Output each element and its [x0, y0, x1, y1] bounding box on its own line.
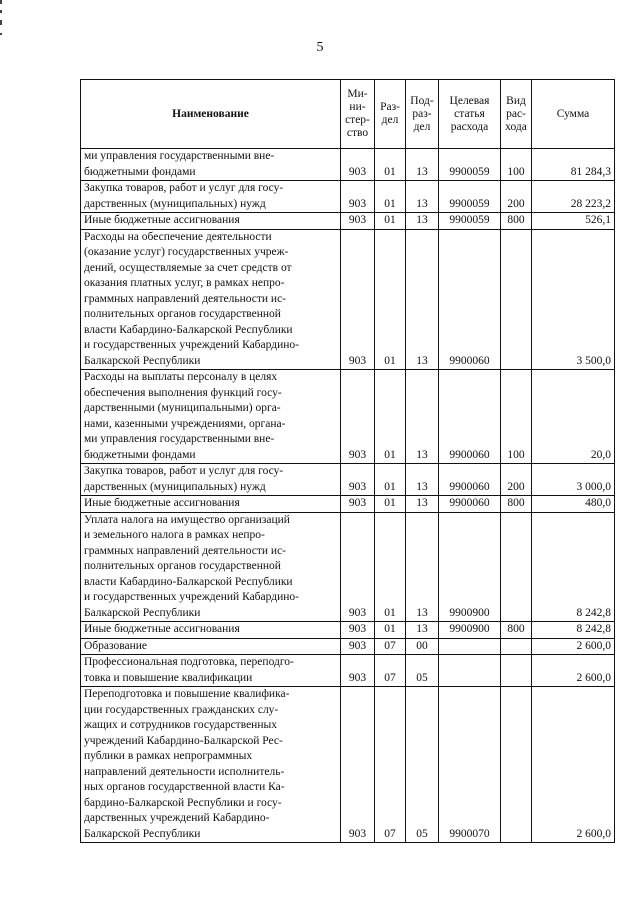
cell-subsection: 13 [406, 622, 439, 639]
cell-sum: 8 242,8 [532, 622, 615, 639]
cell-type: 200 [501, 181, 532, 213]
cell-section: 07 [375, 638, 406, 655]
cell-subsection: 13 [406, 370, 439, 464]
cell-type [501, 229, 532, 370]
cell-ministry: 903 [341, 464, 375, 496]
table-row [81, 370, 615, 464]
cell-section: 01 [375, 464, 406, 496]
cell-section: 01 [375, 229, 406, 370]
cell-name: Закупка товаров, работ и услуг для госу- дарственных (муниципальных) нужд [81, 181, 341, 213]
cell-ministry: 903 [341, 622, 375, 639]
table-row [81, 496, 615, 513]
cell-section: 01 [375, 496, 406, 513]
cell-subsection: 13 [406, 496, 439, 513]
cell-sum: 28 223,2 [532, 181, 615, 213]
cell-section: 07 [375, 687, 406, 843]
cell-ministry: 903 [341, 213, 375, 230]
cell-name: Закупка товаров, работ и услуг для госу- дарственных (муниципальных) нужд [81, 464, 341, 496]
scan-edge-mark [0, 10, 2, 13]
cell-ministry: 903 [341, 687, 375, 843]
cell-sum: 2 600,0 [532, 638, 615, 655]
cell-ministry: 903 [341, 496, 375, 513]
table-row [81, 512, 615, 622]
cell-subsection: 13 [406, 181, 439, 213]
cell-name: Образование [81, 638, 341, 655]
header-subsection: Под- раз- дел [406, 80, 439, 149]
table-row [81, 655, 615, 687]
budget-table [80, 79, 615, 843]
header-ministry: Ми- ни- стер- ство [341, 80, 375, 149]
table-row [81, 149, 615, 181]
table-header-row [81, 80, 615, 149]
cell-name: Расходы на выплаты персоналу в целях обеспечения выполнения функций госу- дарственными (муниципальными) орга- нами, казенными учреждениями, органа- ми управления государственными вне- бюджетными фондами [81, 370, 341, 464]
cell-name: Иные бюджетные ассигнования [81, 496, 341, 513]
scan-edge-mark [0, 33, 2, 35]
page-number: 5 [316, 40, 324, 55]
cell-target: 9900060 [439, 464, 501, 496]
cell-type: 800 [501, 622, 532, 639]
cell-section: 01 [375, 512, 406, 622]
scan-edge-mark [0, 20, 2, 25]
cell-target: 9900900 [439, 622, 501, 639]
cell-subsection: 05 [406, 655, 439, 687]
cell-subsection: 13 [406, 149, 439, 181]
cell-subsection: 00 [406, 638, 439, 655]
cell-sum: 2 600,0 [532, 687, 615, 843]
table-row [81, 229, 615, 370]
cell-target: 9900060 [439, 496, 501, 513]
cell-ministry: 903 [341, 512, 375, 622]
cell-sum: 480,0 [532, 496, 615, 513]
cell-target: 9900060 [439, 229, 501, 370]
header-section: Раз- дел [375, 80, 406, 149]
cell-sum: 2 600,0 [532, 655, 615, 687]
cell-type: 800 [501, 213, 532, 230]
cell-type [501, 638, 532, 655]
cell-type [501, 655, 532, 687]
cell-type: 800 [501, 496, 532, 513]
cell-section: 01 [375, 370, 406, 464]
cell-target: 9900059 [439, 213, 501, 230]
cell-target: 9900059 [439, 181, 501, 213]
cell-sum: 3 000,0 [532, 464, 615, 496]
table-row [81, 638, 615, 655]
cell-section: 07 [375, 655, 406, 687]
cell-sum: 20,0 [532, 370, 615, 464]
cell-type [501, 687, 532, 843]
cell-ministry: 903 [341, 638, 375, 655]
table-row [81, 622, 615, 639]
cell-name: Уплата налога на имущество организаций и земельного налога в рамках непро- граммных направлений деятельности ис- полнительных органов государственной власти Кабардино-Балкарской Республики и государственных учреждений Кабардино- Балкарской Республики [81, 512, 341, 622]
cell-subsection: 13 [406, 229, 439, 370]
header-sum: Сумма [532, 80, 615, 149]
cell-ministry: 903 [341, 181, 375, 213]
cell-name: Расходы на обеспечение деятельности (оказание услуг) государственных учреж- дений, осуществляемые за счет средств от оказания платных услуг, в рамках непро- граммных направлений деятельности ис- полнительных органов государственной власти Кабардино-Балкарской Республики и государственных учреждений Кабардино- Балкарской Республики [81, 229, 341, 370]
cell-ministry: 903 [341, 229, 375, 370]
scan-edge-mark [0, 0, 2, 4]
cell-target [439, 655, 501, 687]
cell-ministry: 903 [341, 370, 375, 464]
cell-subsection: 05 [406, 687, 439, 843]
cell-sum: 8 242,8 [532, 512, 615, 622]
cell-name: Иные бюджетные ассигнования [81, 213, 341, 230]
cell-ministry: 903 [341, 149, 375, 181]
cell-type: 200 [501, 464, 532, 496]
cell-name: Иные бюджетные ассигнования [81, 622, 341, 639]
cell-target: 9900900 [439, 512, 501, 622]
cell-target: 9900059 [439, 149, 501, 181]
cell-target [439, 638, 501, 655]
cell-sum: 81 284,3 [532, 149, 615, 181]
table-row [81, 213, 615, 230]
cell-section: 01 [375, 622, 406, 639]
table-body [81, 149, 615, 843]
header-target: Целевая статья расхода [439, 80, 501, 149]
cell-subsection: 13 [406, 213, 439, 230]
table-row [81, 464, 615, 496]
cell-section: 01 [375, 149, 406, 181]
cell-type: 100 [501, 149, 532, 181]
cell-target: 9900060 [439, 370, 501, 464]
table-row [81, 687, 615, 843]
cell-sum: 3 500,0 [532, 229, 615, 370]
cell-type: 100 [501, 370, 532, 464]
cell-type [501, 512, 532, 622]
cell-name: Профессиональная подготовка, переподго- товка и повышение квалификации [81, 655, 341, 687]
cell-name: Переподготовка и повышение квалифика- ции государственных гражданских слу- жащих и сотрудников государственных учреждений Кабардино-Балкарской Рес- публики в рамках непрограммных направлений деятельности исполнитель- ных органов государственной власти Ка- бардино-Балкарской Республики и госу- дарственных учреждений Кабардино- Балкарской Республики [81, 687, 341, 843]
cell-subsection: 13 [406, 512, 439, 622]
header-name: Наименование [81, 80, 341, 149]
header-type: Вид рас- хода [501, 80, 532, 149]
cell-target: 9900070 [439, 687, 501, 843]
cell-name: ми управления государственными вне- бюджетными фондами [81, 149, 341, 181]
cell-section: 01 [375, 213, 406, 230]
cell-sum: 526,1 [532, 213, 615, 230]
table-row [81, 181, 615, 213]
cell-subsection: 13 [406, 464, 439, 496]
cell-section: 01 [375, 181, 406, 213]
cell-ministry: 903 [341, 655, 375, 687]
